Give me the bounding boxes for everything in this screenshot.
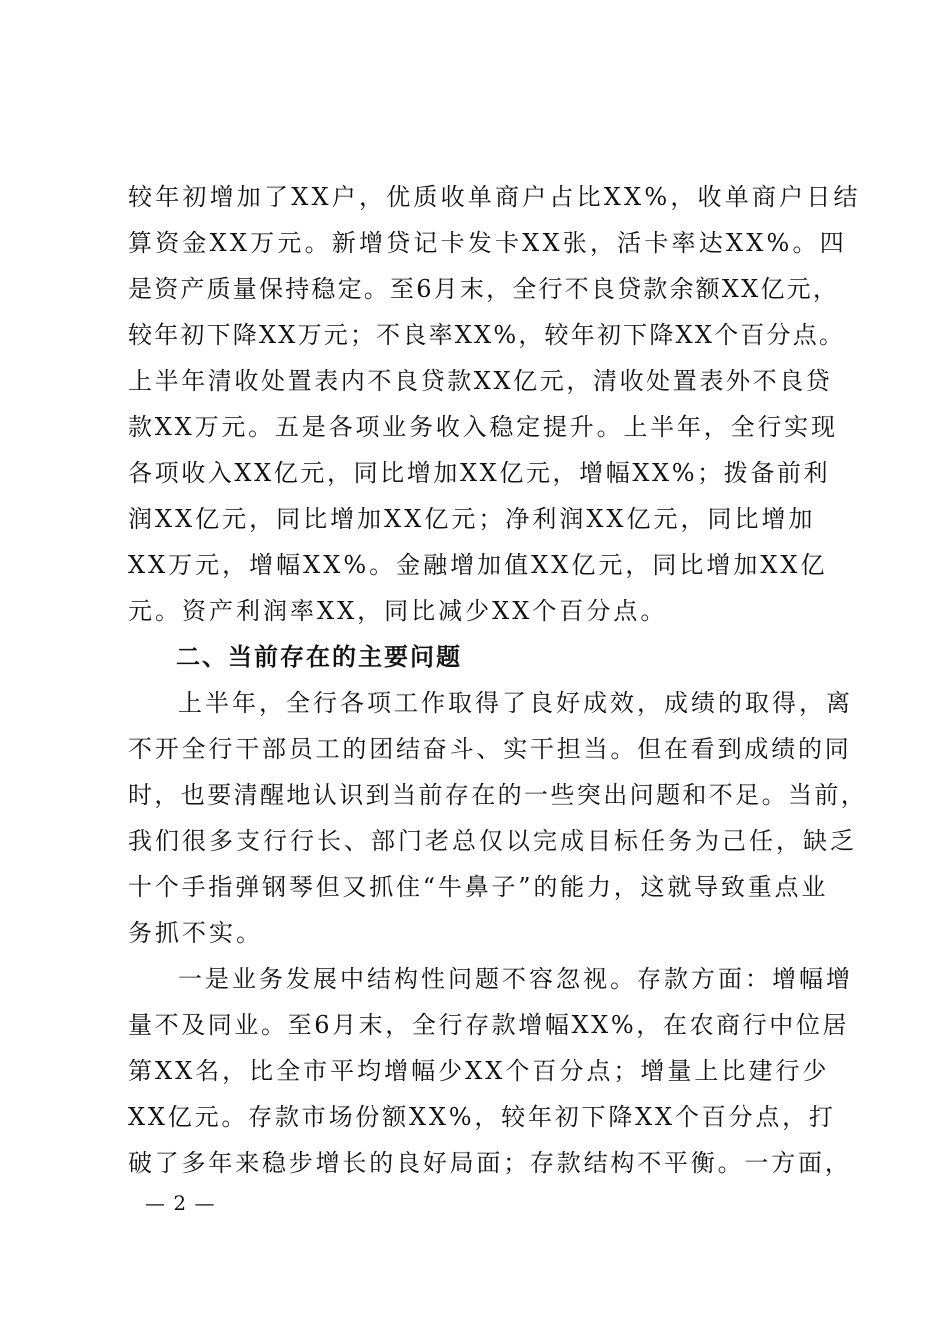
text-line: 时，也要清醒地认识到当前存在的一些突出问题和不足。当前， [128,781,868,809]
text-line: 我们很多支行行长、部门老总仅以完成目标任务为己任，缺乏 [128,827,857,855]
text-line: 较年初增加了XX户，优质收单商户占比XX%，收单商户日结 [128,183,861,211]
section-heading: 二、当前存在的主要问题 [176,643,462,671]
text-line: XX万元，增幅XX%。金融增加值XX亿元，同比增加XX亿 [128,551,828,579]
text-line: 是资产质量保持稳定。至6月末，全行不良贷款余额XX亿元， [128,275,840,303]
text-line: 元。资产利润率XX，同比减少XX个百分点。 [128,597,668,625]
text-line: 十个手指弹钢琴但又抓住“牛鼻子”的能力，这就导致重点业 [128,873,829,901]
text-line: 各项收入XX亿元，同比增加XX亿元，增幅XX%；拨备前利 [128,459,831,487]
text-line: 润XX亿元，同比增加XX亿元；净利润XX亿元，同比增加 [128,505,816,533]
text-line: 务抓不实。 [128,919,263,947]
text-line: 款XX万元。五是各项业务收入稳定提升。上半年，全行实现 [128,413,838,441]
text-line: 第XX名，比全市平均增幅少XX个百分点；增量上比建行少 [128,1057,830,1085]
text-line: 较年初下降XX万元；不良率XX%，较年初下降XX个百分点。 [128,321,846,349]
page-number: — 2 — [145,1191,216,1215]
text-line: 破了多年来稳步增长的良好局面；存款结构不平衡。一方面， [128,1149,852,1177]
text-line: XX亿元。存款市场份额XX%，较年初下降XX个百分点，打 [128,1103,836,1131]
text-line: 算资金XX万元。新增贷记卡发卡XX张，活卡率达XX%。四 [128,229,847,257]
text-line: 不开全行干部员工的团结奋斗、实干担当。但在看到成绩的同 [128,735,852,763]
text-line: 上半年清收处置表内不良贷款XX亿元，清收处置表外不良贷 [128,367,833,395]
text-line: 量不及同业。至6月末，全行存款增幅XX%，在农商行中位居 [128,1011,850,1039]
text-line: 上半年，全行各项工作取得了良好成效，成绩的取得，离 [178,689,853,717]
text-line: 一是业务发展中结构性问题不容忽视。存款方面：增幅增 [178,965,853,993]
